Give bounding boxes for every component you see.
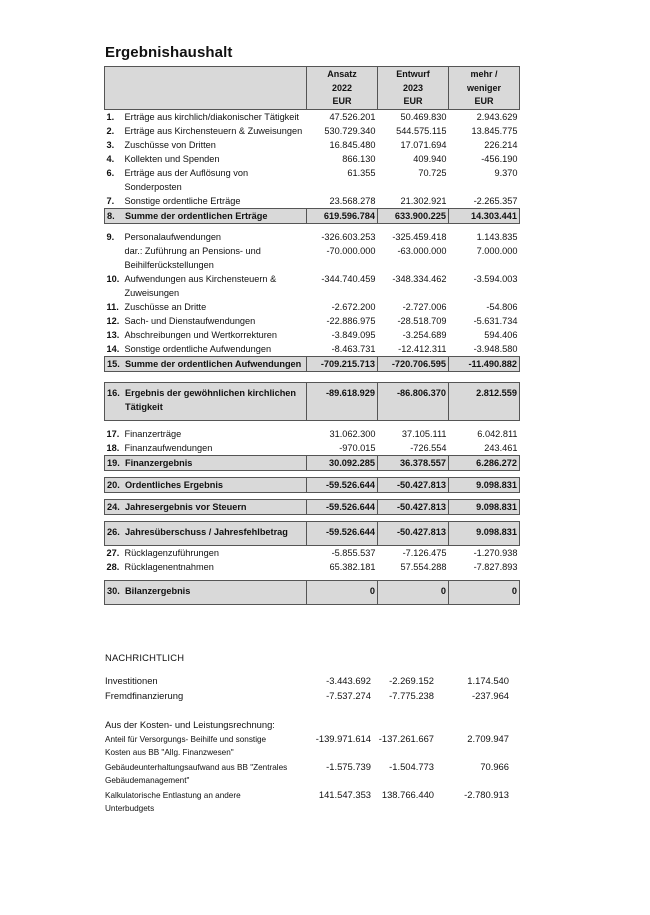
memo-row [105,733,525,761]
spacer-cell [378,514,449,521]
memo-label: Investitionen [105,675,158,686]
row-text: Bilanzergebnis [125,585,191,596]
row-text: Erträge aus kirchlich/diakonischer Tätigkeit [124,111,299,122]
row-label-cell [105,300,307,314]
summary-row [105,455,520,470]
row-label-cell [105,427,307,441]
row-number: 12. [106,315,120,326]
spacer-cell [449,371,520,382]
row-label-cell [105,499,307,514]
spacer-cell [105,492,307,499]
spacer-row [105,492,520,499]
row-text: Summe der ordentlichen Aufwendungen [125,358,302,369]
row-text: Abschreibungen und Wertkorrekturen [124,329,278,340]
table-row [105,109,520,124]
value-difference: 226.214 [484,139,518,150]
header-entwurf-line1: Entwurf [396,69,430,79]
row-number: 1. [106,111,115,122]
value-ansatz-2022: -59.526.644 [307,477,378,492]
value-entwurf-2023: 0 [378,580,449,604]
value-entwurf-2023: -720.706.595 [378,356,449,371]
value-difference: 243.461 [484,442,518,453]
row-label [107,441,305,455]
memo-row [105,761,525,789]
value-ansatz-2022: -344.740.459 [321,273,376,284]
memo-value-2022: -1.575.739 [326,761,371,772]
header-empty-cell [105,67,307,110]
memo-label: Kalkulatorische Entlastung an andere Unterbudgets [105,791,241,813]
table-row [105,545,520,560]
value-ansatz-2022: 47.526.201 [329,111,376,122]
row-label-cell [105,124,307,138]
memo-value-diff: 2.709.947 [467,733,509,744]
row-label [107,300,305,314]
value-ansatz-2022: 31.062.300 [329,428,376,439]
header-ansatz-line3: EUR [332,96,352,106]
row-label-cell [105,244,307,272]
memo-value-2022: -139.971.614 [315,733,371,744]
memo-value-diff: 70.966 [480,761,509,772]
spacer-cell [307,470,378,477]
row-number: 9. [106,231,115,242]
row-label [107,230,305,244]
row-label [107,166,305,194]
row-label-cell [105,455,307,470]
row-label [107,357,304,371]
memo-value-diff: -2.780.913 [464,789,509,800]
row-label [107,110,305,124]
row-label [107,500,304,514]
row-label [107,138,305,152]
memo-detail-rows [105,733,525,817]
row-label [107,478,304,492]
value-difference: 9.098.831 [449,521,520,545]
value-entwurf-2023: -86.806.370 [378,382,449,420]
page-title: Ergebnishaushalt [105,44,233,61]
table-row [105,230,520,244]
spacer-cell [307,492,378,499]
summary-row [105,356,520,371]
row-text: Personalaufwendungen [124,231,222,242]
table-row [105,427,520,441]
spacer-cell [378,492,449,499]
value-difference: -5.631.734 [473,315,518,326]
header-ansatz-line1: Ansatz [327,69,357,79]
row-label [107,584,304,598]
table-row [105,441,520,456]
row-label-cell [105,441,307,456]
value-difference: -3.948.580 [473,343,518,354]
table-row [105,314,520,328]
row-number: 11. [106,301,119,312]
row-text: Summe der ordentlichen Erträge [125,210,268,221]
value-entwurf-2023: 409.940 [413,153,447,164]
row-text: Ordentliches Ergebnis [125,479,224,490]
value-entwurf-2023: -50.427.813 [378,477,449,492]
row-label [107,194,305,208]
spacer-cell [105,514,307,521]
value-entwurf-2023: 17.071.694 [400,139,447,150]
value-ansatz-2022: -59.526.644 [307,499,378,514]
value-entwurf-2023: -325.459.418 [392,231,447,242]
value-entwurf-2023: -348.334.462 [392,273,447,284]
value-difference: 2.812.559 [449,382,520,420]
row-text: Ergebnis der gewöhnlichen kirchlichen Tätigkeit [125,387,297,412]
table-row [105,342,520,357]
table-header-row [105,67,520,110]
value-ansatz-2022: -22.886.975 [326,315,376,326]
value-difference: 7.000.000 [476,245,518,256]
table-row [105,194,520,209]
header-diff-line1: mehr / [470,69,498,79]
value-ansatz-2022: 61.355 [347,167,376,178]
memo-row [105,690,525,705]
summary-row [105,208,520,223]
value-entwurf-2023: -3.254.689 [402,329,447,340]
row-label [107,456,304,470]
value-difference: 2.943.629 [476,111,518,122]
value-ansatz-2022: 530.729.340 [324,125,376,136]
value-difference: -11.490.882 [449,356,520,371]
value-difference: 9.098.831 [449,499,520,514]
value-ansatz-2022: -970.015 [339,442,376,453]
memo-value-2022: 141.547.353 [318,789,371,800]
row-label-cell [105,109,307,124]
value-ansatz-2022: -5.855.537 [331,547,376,558]
row-label-cell [105,328,307,342]
table-row [105,166,520,194]
memo-label: Fremdfinanzierung [105,690,184,701]
row-label-cell [105,208,307,223]
value-difference: 9.098.831 [449,477,520,492]
row-label [107,272,305,300]
value-entwurf-2023: 633.900.225 [378,208,449,223]
row-number: 27. [106,547,120,558]
header-diff-line3: EUR [474,96,494,106]
value-difference: 9.370 [494,167,518,178]
spacer-cell [105,371,307,382]
row-number: 19. [107,457,120,468]
memo-value-2023: -7.775.238 [389,690,434,701]
memo-section-heading: Aus der Kosten- und Leistungsrechnung: [105,719,275,730]
row-label [107,386,304,414]
row-label-cell [105,356,307,371]
value-entwurf-2023: 37.105.111 [401,428,447,439]
row-label [107,124,305,138]
memo-value-2023: -2.269.152 [389,675,434,686]
row-text: Jahresergebnis vor Steuern [125,501,247,512]
value-difference: -3.594.003 [473,273,518,284]
row-text: Sach- und Dienstaufwendungen [124,315,256,326]
value-difference: -1.270.938 [473,547,518,558]
summary-row [105,499,520,514]
header-ansatz-line2: 2022 [331,82,353,93]
budget-table [104,66,520,605]
value-ansatz-2022: -709.215.713 [307,356,378,371]
row-label [107,314,305,328]
row-label-cell [105,580,307,604]
table-row [105,560,520,574]
row-label [107,244,305,272]
row-label-cell [105,477,307,492]
value-difference: -7.827.893 [473,561,518,572]
row-number: 20. [107,479,120,490]
memo-section [105,652,525,817]
table-row [105,272,520,300]
row-label [107,427,305,441]
row-label [107,209,304,223]
row-number: 16. [107,387,120,398]
row-number: 8. [107,210,115,221]
memo-value-diff: 1.174.540 [467,675,509,686]
memo-row [105,789,525,817]
value-difference: 1.143.835 [476,231,518,242]
row-label [107,342,305,356]
row-number: 15. [107,358,120,369]
spacer-row [105,470,520,477]
row-text: Kollekten und Spenden [124,153,220,164]
value-difference: 6.286.272 [449,455,520,470]
value-difference: -54.806 [486,301,518,312]
header-entwurf-line3: EUR [403,96,423,106]
spacer-row [105,514,520,521]
value-ansatz-2022: 619.596.784 [307,208,378,223]
value-entwurf-2023: -12.412.311 [398,343,447,354]
memo-value-2023: -137.261.667 [378,733,434,744]
row-text: dar.: Zuführung an Pensions- und Beihilferückstellungen [124,245,261,270]
table-row [105,124,520,138]
row-text: Sonstige ordentliche Aufwendungen [124,343,272,354]
value-entwurf-2023: -2.727.006 [402,301,447,312]
memo-row [105,675,525,690]
value-entwurf-2023: 21.302.921 [400,195,447,206]
row-label-cell [105,272,307,300]
spacer-row [105,371,520,382]
row-label-cell [105,560,307,574]
spacer-cell [378,371,449,382]
row-number: 17. [106,428,120,439]
value-entwurf-2023: 70.725 [418,167,447,178]
memo-title: NACHRICHTLICH [105,652,185,663]
value-entwurf-2023: 544.575.115 [396,125,447,136]
value-ansatz-2022: 23.568.278 [329,195,376,206]
row-text: Zuschüsse von Dritten [124,139,216,150]
row-label-cell [105,138,307,152]
table-row [105,244,520,272]
memo-value-2022: -3.443.692 [326,675,371,686]
row-label-cell [105,152,307,166]
row-label-cell [105,382,307,420]
header-diff [449,67,520,110]
value-ansatz-2022: -8.463.731 [331,343,376,354]
row-text: Finanzerträge [124,428,182,439]
summary-row [105,477,520,492]
header-ansatz [307,67,378,110]
row-text: Aufwendungen aus Kirchensteuern & Zuweisungen [124,273,277,298]
memo-label: Anteil für Versorgungs- Beihilfe und sonstige Kosten aus BB "Allg. Finanzwesen" [105,735,267,757]
table-row [105,152,520,166]
value-difference: -2.265.357 [473,195,518,206]
memo-label: Gebäudeunterhaltungsaufwand aus BB "Zentrales Gebäudemanagement" [105,763,288,785]
value-entwurf-2023: -7.126.475 [402,547,447,558]
row-text: Rücklagenzuführungen [124,547,219,558]
row-number: 2. [106,125,115,136]
row-number: 6. [106,167,115,178]
value-ansatz-2022: 866.130 [342,153,376,164]
spacer-cell [449,492,520,499]
value-ansatz-2022: -3.849.095 [331,329,376,340]
memo-value-diff: -237.964 [471,690,509,701]
header-entwurf [378,67,449,110]
value-ansatz-2022: 0 [307,580,378,604]
value-entwurf-2023: -50.427.813 [378,521,449,545]
value-entwurf-2023: 57.554.288 [400,561,447,572]
row-label-cell [105,166,307,194]
memo-value-2023: -1.504.773 [389,761,434,772]
spacer-cell [105,470,307,477]
summary-row [105,382,520,420]
table-row [105,138,520,152]
value-entwurf-2023: 36.378.557 [378,455,449,470]
row-number: 4. [106,153,115,164]
value-ansatz-2022: 65.382.181 [329,561,376,572]
value-entwurf-2023: -63.000.000 [397,245,447,256]
summary-row [105,521,520,545]
value-entwurf-2023: 50.469.830 [400,111,447,122]
row-number [107,244,125,272]
row-text: Finanzaufwendungen [124,442,213,453]
memo-rows [105,675,525,705]
value-ansatz-2022: -70.000.000 [326,245,376,256]
row-label-cell [105,545,307,560]
value-entwurf-2023: -28.518.709 [397,315,447,326]
row-number: 24. [107,501,120,512]
row-label [107,328,305,342]
row-text: Jahresüberschuss / Jahresfehlbetrag [125,526,288,537]
row-number: 30. [107,585,120,596]
row-label-cell [105,194,307,209]
memo-value-2023: 138.766.440 [381,789,434,800]
row-text: Erträge aus der Auflösung von Sonderposten [124,167,249,192]
row-label [107,546,305,560]
value-entwurf-2023: -50.427.813 [378,499,449,514]
value-ansatz-2022: -89.618.929 [307,382,378,420]
table-row [105,300,520,314]
spacer-cell [307,514,378,521]
row-label-cell [105,314,307,328]
spacer-cell [307,371,378,382]
row-number: 7. [106,195,115,206]
row-number: 10. [106,273,120,284]
spacer-cell [378,470,449,477]
row-text: Rücklagenentnahmen [124,561,214,572]
value-difference: -456.190 [481,153,518,164]
row-number: 3. [106,139,115,150]
row-text: Erträge aus Kirchensteuern & Zuweisungen [124,125,303,136]
row-number: 14. [106,343,120,354]
value-difference: 0 [449,580,520,604]
row-label-cell [105,230,307,244]
row-number: 18. [106,442,120,453]
value-ansatz-2022: -2.672.200 [331,301,376,312]
row-number: 26. [107,526,120,537]
row-label [107,560,305,574]
value-difference: 6.042.811 [477,428,518,439]
row-label [107,525,304,539]
row-label [107,152,305,166]
value-ansatz-2022: 30.092.285 [307,455,378,470]
header-entwurf-line2: 2023 [402,82,424,93]
table-row [105,328,520,342]
value-entwurf-2023: -726.554 [410,442,447,453]
value-ansatz-2022: -326.603.253 [321,231,376,242]
value-difference: 14.303.441 [449,208,520,223]
value-ansatz-2022: -59.526.644 [307,521,378,545]
memo-value-2022: -7.537.274 [326,690,371,701]
header-diff-line2: weniger [466,82,501,93]
row-number: 13. [106,329,120,340]
row-label-cell [105,521,307,545]
value-difference: 13.845.775 [471,125,518,136]
spacer-cell [449,470,520,477]
value-difference: 594.406 [484,329,518,340]
row-text: Finanzergebnis [125,457,193,468]
summary-row [105,580,520,604]
row-text: Sonstige ordentliche Erträge [124,195,241,206]
value-ansatz-2022: 16.845.480 [329,139,376,150]
row-text: Zuschüsse an Dritte [124,301,207,312]
row-number: 28. [106,561,120,572]
row-label-cell [105,342,307,357]
spacer-cell [449,514,520,521]
